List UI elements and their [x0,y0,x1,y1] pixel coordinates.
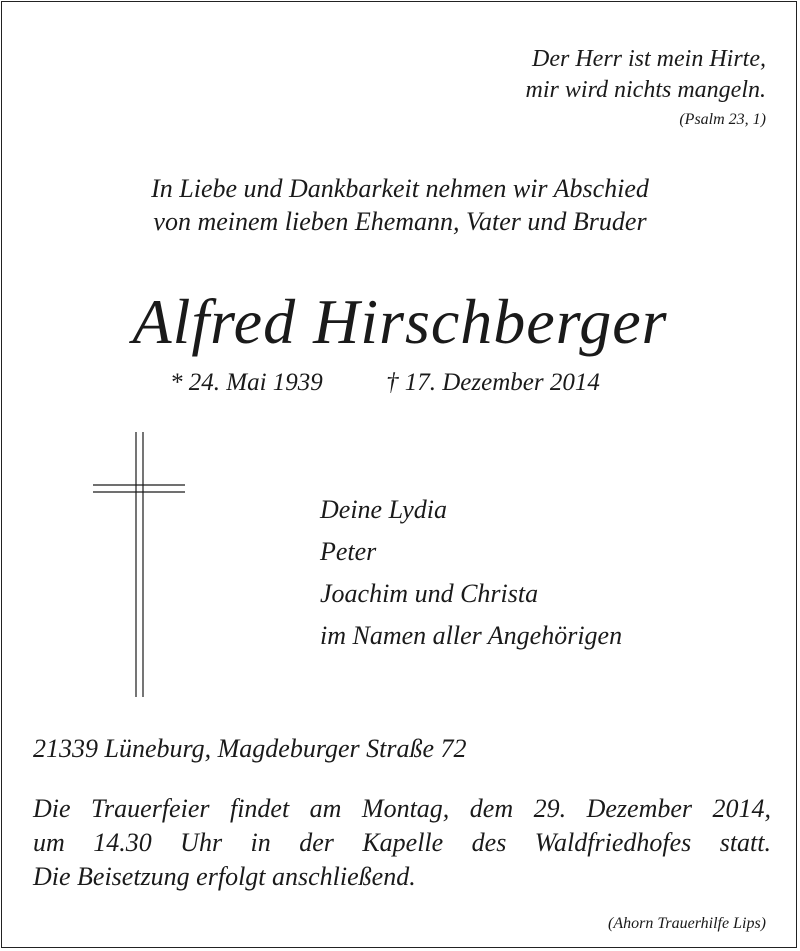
verse-reference: (Psalm 23, 1) [679,111,766,128]
address: 21339 Lüneburg, Magdeburger Straße 72 [33,734,467,763]
mourner-line: Joachim und Christa [320,579,539,608]
deceased-name: Alfred Hirschberger [132,286,668,357]
ceremony-line-1: Die Trauerfeier findet am Montag, dem 29. Dezember 2014, [33,794,771,823]
farewell-line-2: von meinem lieben Ehemann, Vater und Bruder [153,207,647,236]
birth-date: * 24. Mai 1939 [170,369,323,396]
ceremony-line-3: Die Beisetzung erfolgt anschließend. [33,862,416,891]
mourners-list [320,489,622,657]
mourner-line: im Namen aller Angehörigen [320,621,623,650]
ceremony-line-2: um 14.30 Uhr in der Kapelle des Waldfriedhofes statt. [33,828,771,857]
mourner-line: Peter [320,537,377,566]
ceremony-info [33,792,771,894]
farewell-line-1: In Liebe und Dankbarkeit nehmen wir Abschied [151,174,649,203]
death-date: † 17. Dezember 2014 [386,369,600,396]
funeral-home-credit: (Ahorn Trauerhilfe Lips) [608,915,766,932]
mourner-line: Deine Lydia [320,495,448,524]
verse-line-2: mir wird nichts mangeln. [525,77,766,103]
verse-line-1: Der Herr ist mein Hirte, [532,46,766,72]
